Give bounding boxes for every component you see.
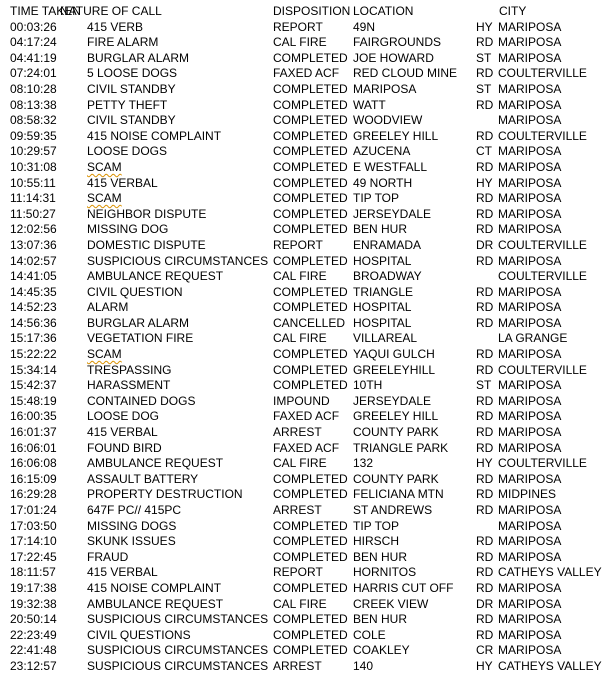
table-row	[0, 35, 614, 51]
table-row	[0, 331, 614, 347]
call-nature: CIVIL QUESTION	[87, 284, 183, 299]
street-suffix: RD	[476, 159, 494, 174]
call-city: MARIPOSA	[498, 471, 562, 486]
city-header: CITY	[499, 4, 527, 18]
table-row	[0, 98, 614, 114]
call-nature: AMBULANCE REQUEST	[87, 596, 224, 611]
call-time: 20:50:14	[10, 612, 57, 627]
call-nature: 647F PC// 415PC	[87, 503, 182, 517]
street-suffix: CR	[476, 643, 494, 658]
street-suffix: RD	[476, 128, 494, 143]
street-suffix: RD	[476, 315, 494, 330]
call-time: 17:01:24	[10, 503, 57, 517]
call-nature: SKUNK ISSUES	[87, 534, 176, 549]
call-disposition: CANCELLED	[273, 315, 346, 330]
call-disposition: COMPLETED	[273, 191, 348, 206]
call-city: MARIPOSA	[498, 191, 562, 206]
call-location: RED CLOUD MINE	[353, 66, 458, 81]
table-row	[0, 378, 614, 394]
call-time: 16:01:37	[10, 425, 57, 440]
table-row	[0, 254, 614, 270]
call-time: 10:31:08	[10, 159, 57, 174]
table-row	[0, 550, 614, 566]
call-city: MARIPOSA	[498, 19, 562, 34]
call-nature: SCAM	[87, 347, 122, 362]
call-disposition: COMPLETED	[273, 159, 348, 174]
call-disposition: COMPLETED	[273, 175, 348, 190]
call-time: 18:11:57	[10, 565, 56, 580]
call-disposition: COMPLETED	[273, 580, 348, 595]
call-time: 16:06:08	[10, 456, 57, 471]
call-disposition: COMPLETED	[273, 97, 348, 112]
call-disposition: COMPLETED	[273, 362, 348, 377]
call-time: 14:52:23	[10, 300, 57, 315]
table-row	[0, 176, 614, 192]
street-suffix: RD	[476, 612, 494, 627]
call-time: 14:41:05	[10, 269, 57, 284]
call-city: MARIPOSA	[498, 97, 562, 112]
call-city: MARIPOSA	[498, 518, 562, 533]
call-nature: AMBULANCE REQUEST	[87, 269, 224, 284]
call-disposition: IMPOUND	[273, 393, 330, 408]
call-location: ST ANDREWS	[353, 503, 433, 517]
call-nature: 415 VERB	[87, 19, 144, 34]
call-time: 15:17:36	[10, 331, 57, 346]
call-city: MARIPOSA	[498, 503, 562, 517]
street-suffix: CT	[476, 144, 492, 159]
street-suffix: RD	[476, 284, 494, 299]
call-nature: BURGLAR ALARM	[87, 50, 190, 65]
street-suffix: HY	[476, 19, 493, 34]
call-location: JERSEYDALE	[353, 393, 432, 408]
call-nature: ALARM	[87, 300, 129, 315]
call-disposition: REPORT	[273, 237, 323, 252]
call-time: 19:17:38	[10, 580, 57, 595]
call-disposition: COMPLETED	[273, 378, 348, 393]
call-location: ENRAMADA	[353, 237, 422, 252]
call-nature: 415 NOISE COMPLAINT	[87, 580, 222, 595]
call-city: LA GRANGE	[498, 331, 568, 346]
table-row	[0, 160, 614, 176]
call-city: MARIPOSA	[498, 409, 562, 424]
street-suffix: DR	[476, 237, 494, 252]
table-row	[0, 144, 614, 160]
call-time: 13:07:36	[10, 237, 57, 252]
call-nature: CIVIL QUESTIONS	[87, 627, 191, 642]
call-location: GREELEY HILL	[353, 128, 439, 143]
call-location: COUNTY PARK	[353, 425, 439, 440]
call-time: 15:48:19	[10, 393, 57, 408]
call-disposition: COMPLETED	[273, 534, 348, 549]
call-time: 15:42:37	[10, 378, 57, 393]
street-suffix: RD	[476, 35, 494, 50]
street-suffix: RD	[476, 300, 494, 315]
call-disposition: CAL FIRE	[273, 331, 327, 346]
call-city: COULTERVILLE	[498, 66, 587, 81]
table-row	[0, 612, 614, 628]
call-location: BEN HUR	[353, 222, 408, 237]
call-disposition: CAL FIRE	[273, 456, 327, 471]
call-nature: SUSPICIOUS CIRCUMSTANCES	[87, 612, 269, 627]
table-row	[0, 581, 614, 597]
call-city: MARIPOSA	[498, 393, 562, 408]
nature-header: NATURE OF CALL	[60, 4, 162, 18]
call-city: COULTERVILLE	[498, 237, 587, 252]
call-disposition: COMPLETED	[273, 222, 348, 237]
call-time: 19:32:38	[10, 596, 57, 611]
table-row	[0, 534, 614, 550]
call-nature: 5 LOOSE DOGS	[87, 66, 178, 81]
call-nature: SCAM	[87, 159, 122, 174]
call-city: MARIPOSA	[498, 315, 562, 330]
call-city: MARIPOSA	[498, 35, 562, 50]
call-location: BEN HUR	[353, 549, 408, 564]
call-rows	[0, 20, 614, 675]
call-location: FELICIANA MTN	[353, 487, 444, 502]
disposition-header: DISPOSITION	[273, 4, 351, 18]
call-location: 10TH	[353, 378, 383, 393]
table-row	[0, 519, 614, 535]
table-row	[0, 316, 614, 332]
call-time: 22:41:48	[10, 643, 57, 658]
call-city: MARIPOSA	[498, 534, 562, 549]
call-time: 14:45:35	[10, 284, 57, 299]
call-city: MARIPOSA	[498, 580, 562, 595]
table-row	[0, 472, 614, 488]
call-time: 16:29:28	[10, 487, 57, 502]
call-log-table	[0, 4, 614, 675]
call-time: 22:23:49	[10, 627, 57, 642]
street-suffix: RD	[476, 471, 494, 486]
call-location: MARIPOSA	[353, 81, 417, 96]
call-city: MARIPOSA	[498, 253, 562, 268]
call-city: MARIPOSA	[498, 425, 562, 440]
call-disposition: CAL FIRE	[273, 596, 327, 611]
call-nature: 415 VERBAL	[87, 565, 158, 580]
street-suffix: RD	[476, 206, 494, 221]
call-disposition: COMPLETED	[273, 518, 348, 533]
call-location: COUNTY PARK	[353, 471, 439, 486]
call-time: 17:22:45	[10, 549, 57, 564]
call-city: MARIPOSA	[498, 440, 562, 455]
street-suffix: RD	[476, 549, 494, 564]
call-disposition: COMPLETED	[273, 113, 348, 128]
call-city: COULTERVILLE	[498, 269, 587, 284]
call-nature: BURGLAR ALARM	[87, 315, 190, 330]
call-location: HORNITOS	[353, 565, 417, 580]
call-city: MARIPOSA	[498, 113, 562, 128]
call-disposition: COMPLETED	[273, 284, 348, 299]
call-city: MARIPOSA	[498, 222, 562, 237]
call-disposition: COMPLETED	[273, 549, 348, 564]
call-disposition: COMPLETED	[273, 300, 348, 315]
call-location: GREELEY HILL	[353, 409, 439, 424]
table-row	[0, 441, 614, 457]
call-city: COULTERVILLE	[498, 456, 587, 471]
call-nature: NEIGHBOR DISPUTE	[87, 206, 207, 221]
call-disposition: CAL FIRE	[273, 35, 327, 50]
call-nature: TRESPASSING	[87, 362, 172, 377]
call-time: 15:22:22	[10, 347, 57, 362]
table-row	[0, 394, 614, 410]
table-row	[0, 503, 614, 519]
table-row	[0, 82, 614, 98]
call-time: 23:12:57	[10, 658, 57, 673]
table-row	[0, 207, 614, 223]
call-time: 08:10:28	[10, 81, 57, 96]
call-time: 11:50:27	[10, 206, 56, 221]
call-location: HOSPITAL	[353, 300, 412, 315]
call-city: MARIPOSA	[498, 284, 562, 299]
call-nature: 415 VERBAL	[87, 175, 158, 190]
call-city: MARIPOSA	[498, 549, 562, 564]
call-time: 11:14:31	[10, 191, 56, 206]
street-suffix: RD	[476, 253, 494, 268]
call-nature: DOMESTIC DISPUTE	[87, 237, 206, 252]
street-suffix: RD	[476, 503, 494, 517]
street-suffix: RD	[476, 222, 494, 237]
call-disposition: COMPLETED	[273, 253, 348, 268]
call-disposition: FAXED ACF	[273, 440, 340, 455]
call-location: 140	[353, 658, 374, 673]
call-nature: FRAUD	[87, 549, 129, 564]
street-suffix: DR	[476, 596, 494, 611]
table-row	[0, 51, 614, 67]
call-city: MARIPOSA	[498, 300, 562, 315]
call-disposition: COMPLETED	[273, 50, 348, 65]
street-suffix: RD	[476, 362, 494, 377]
call-location: CREEK VIEW	[353, 596, 429, 611]
call-location: JERSEYDALE	[353, 206, 432, 221]
call-time: 07:24:01	[10, 66, 57, 81]
call-location: 49 NORTH	[353, 175, 413, 190]
call-nature: ASSAULT BATTERY	[87, 471, 199, 486]
call-time: 14:56:36	[10, 315, 57, 330]
table-row	[0, 425, 614, 441]
call-disposition: COMPLETED	[273, 612, 348, 627]
call-city: COULTERVILLE	[498, 362, 587, 377]
call-nature: AMBULANCE REQUEST	[87, 456, 224, 471]
call-nature: FIRE ALARM	[87, 35, 159, 50]
table-row	[0, 129, 614, 145]
table-row	[0, 409, 614, 425]
street-suffix: RD	[476, 487, 494, 502]
table-row	[0, 66, 614, 82]
time-header: TIME TAKEN	[10, 4, 81, 18]
call-location: FAIRGROUNDS	[353, 35, 442, 50]
call-city: MARIPOSA	[498, 378, 562, 393]
street-suffix: RD	[476, 534, 494, 549]
call-time: 00:03:26	[10, 19, 57, 34]
table-row	[0, 20, 614, 36]
call-location: COLE	[353, 627, 386, 642]
call-time: 15:34:14	[10, 362, 57, 377]
call-time: 17:14:10	[10, 534, 57, 549]
call-city: COULTERVILLE	[498, 128, 587, 143]
street-suffix: RD	[476, 409, 494, 424]
street-suffix: RD	[476, 440, 494, 455]
call-disposition: COMPLETED	[273, 206, 348, 221]
table-row	[0, 191, 614, 207]
table-row	[0, 487, 614, 503]
call-disposition: ARREST	[273, 503, 322, 517]
call-location: TRIANGLE PARK	[353, 440, 449, 455]
call-location: E WESTFALL	[353, 159, 428, 174]
call-location: TRIANGLE	[353, 284, 414, 299]
call-disposition: ARREST	[273, 425, 322, 440]
call-disposition: COMPLETED	[273, 471, 348, 486]
table-row	[0, 597, 614, 613]
table-row	[0, 285, 614, 301]
call-location: JOE HOWARD	[353, 50, 434, 65]
call-location: YAQUI GULCH	[353, 347, 435, 362]
call-nature: SUSPICIOUS CIRCUMSTANCES	[87, 643, 269, 658]
call-location: BROADWAY	[353, 269, 422, 284]
call-disposition: COMPLETED	[273, 643, 348, 658]
table-row	[0, 113, 614, 129]
call-location: TIP TOP	[353, 518, 400, 533]
call-location: 49N	[353, 19, 376, 34]
call-time: 09:59:35	[10, 128, 57, 143]
call-time: 04:17:24	[10, 35, 57, 50]
call-disposition: COMPLETED	[273, 627, 348, 642]
street-suffix: HY	[476, 456, 493, 471]
call-time: 16:06:01	[10, 440, 57, 455]
table-row	[0, 565, 614, 581]
call-city: MARIPOSA	[498, 347, 562, 362]
street-suffix: HY	[476, 658, 493, 673]
call-time: 16:00:35	[10, 409, 57, 424]
table-row	[0, 238, 614, 254]
call-nature: LOOSE DOG	[87, 409, 160, 424]
call-location: BEN HUR	[353, 612, 408, 627]
call-nature: CIVIL STANDBY	[87, 81, 176, 96]
call-city: MARIPOSA	[498, 627, 562, 642]
table-row	[0, 347, 614, 363]
call-nature: 415 NOISE COMPLAINT	[87, 128, 222, 143]
table-row	[0, 222, 614, 238]
call-nature: MISSING DOGS	[87, 518, 177, 533]
call-time: 12:02:56	[10, 222, 57, 237]
street-suffix: RD	[476, 425, 494, 440]
street-suffix: RD	[476, 393, 494, 408]
call-city: MARIPOSA	[498, 81, 562, 96]
call-location: WATT	[353, 97, 386, 112]
call-location: AZUCENA	[353, 144, 411, 159]
street-suffix: RD	[476, 66, 494, 81]
call-nature: SCAM	[87, 191, 122, 206]
call-location: HARRIS CUT OFF	[353, 580, 454, 595]
call-disposition: COMPLETED	[273, 347, 348, 362]
call-city: MARIPOSA	[498, 596, 562, 611]
table-row	[0, 628, 614, 644]
call-city: MARIPOSA	[498, 175, 562, 190]
call-nature: MISSING DOG	[87, 222, 169, 237]
street-suffix: RD	[476, 580, 494, 595]
call-nature: 415 VERBAL	[87, 425, 158, 440]
street-suffix: RD	[476, 565, 494, 580]
call-city: MARIPOSA	[498, 643, 562, 658]
call-nature: PETTY THEFT	[87, 97, 168, 112]
call-location: VILLAREAL	[353, 331, 418, 346]
call-city: MIDPINES	[498, 487, 557, 502]
call-nature: CIVIL STANDBY	[87, 113, 176, 128]
call-time: 08:58:32	[10, 113, 57, 128]
call-disposition: FAXED ACF	[273, 66, 340, 81]
table-row	[0, 300, 614, 316]
call-nature: LOOSE DOGS	[87, 144, 168, 159]
call-nature: CONTAINED DOGS	[87, 393, 196, 408]
call-location: HIRSCH	[353, 534, 400, 549]
call-city: MARIPOSA	[498, 159, 562, 174]
street-suffix: RD	[476, 191, 494, 206]
call-nature: SUSPICIOUS CIRCUMSTANCES	[87, 658, 269, 673]
call-disposition: REPORT	[273, 565, 323, 580]
call-disposition: FAXED ACF	[273, 409, 340, 424]
table-row	[0, 269, 614, 285]
call-disposition: REPORT	[273, 19, 323, 34]
call-time: 08:13:38	[10, 97, 57, 112]
street-suffix: ST	[476, 378, 492, 393]
call-disposition: COMPLETED	[273, 81, 348, 96]
call-location: HOSPITAL	[353, 253, 412, 268]
call-location: 132	[353, 456, 374, 471]
call-disposition: COMPLETED	[273, 144, 348, 159]
call-disposition: CAL FIRE	[273, 269, 327, 284]
call-location: TIP TOP	[353, 191, 400, 206]
call-city: CATHEYS VALLEY	[498, 565, 602, 580]
call-city: MARIPOSA	[498, 144, 562, 159]
street-suffix: ST	[476, 50, 492, 65]
call-time: 10:55:11	[10, 175, 56, 190]
call-location: COAKLEY	[353, 643, 410, 658]
table-row	[0, 456, 614, 472]
call-disposition: COMPLETED	[273, 128, 348, 143]
call-disposition: ARREST	[273, 658, 322, 673]
call-nature: HARASSMENT	[87, 378, 171, 393]
location-header: LOCATION	[353, 4, 414, 18]
call-nature: FOUND BIRD	[87, 440, 162, 455]
call-time: 16:15:09	[10, 471, 57, 486]
call-city: MARIPOSA	[498, 206, 562, 221]
call-city: CATHEYS VALLEY	[498, 658, 602, 673]
call-time: 04:41:19	[10, 50, 57, 65]
call-time: 10:29:57	[10, 144, 57, 159]
call-time: 17:03:50	[10, 518, 57, 533]
call-city: MARIPOSA	[498, 50, 562, 65]
table-row	[0, 659, 614, 675]
call-nature: SUSPICIOUS CIRCUMSTANCES	[87, 253, 269, 268]
call-nature: PROPERTY DESTRUCTION	[87, 487, 243, 502]
call-location: HOSPITAL	[353, 315, 412, 330]
call-city: MARIPOSA	[498, 612, 562, 627]
street-suffix: RD	[476, 97, 494, 112]
call-location: WOODVIEW	[353, 113, 423, 128]
street-suffix: RD	[476, 347, 494, 362]
call-nature: VEGETATION FIRE	[87, 331, 194, 346]
call-disposition: COMPLETED	[273, 487, 348, 502]
table-row	[0, 643, 614, 659]
street-suffix: RD	[476, 627, 494, 642]
header-row	[0, 4, 614, 20]
call-time: 14:02:57	[10, 253, 57, 268]
street-suffix: ST	[476, 81, 492, 96]
call-location: GREELEYHILL	[353, 362, 436, 377]
table-row	[0, 363, 614, 379]
street-suffix: HY	[476, 175, 493, 190]
